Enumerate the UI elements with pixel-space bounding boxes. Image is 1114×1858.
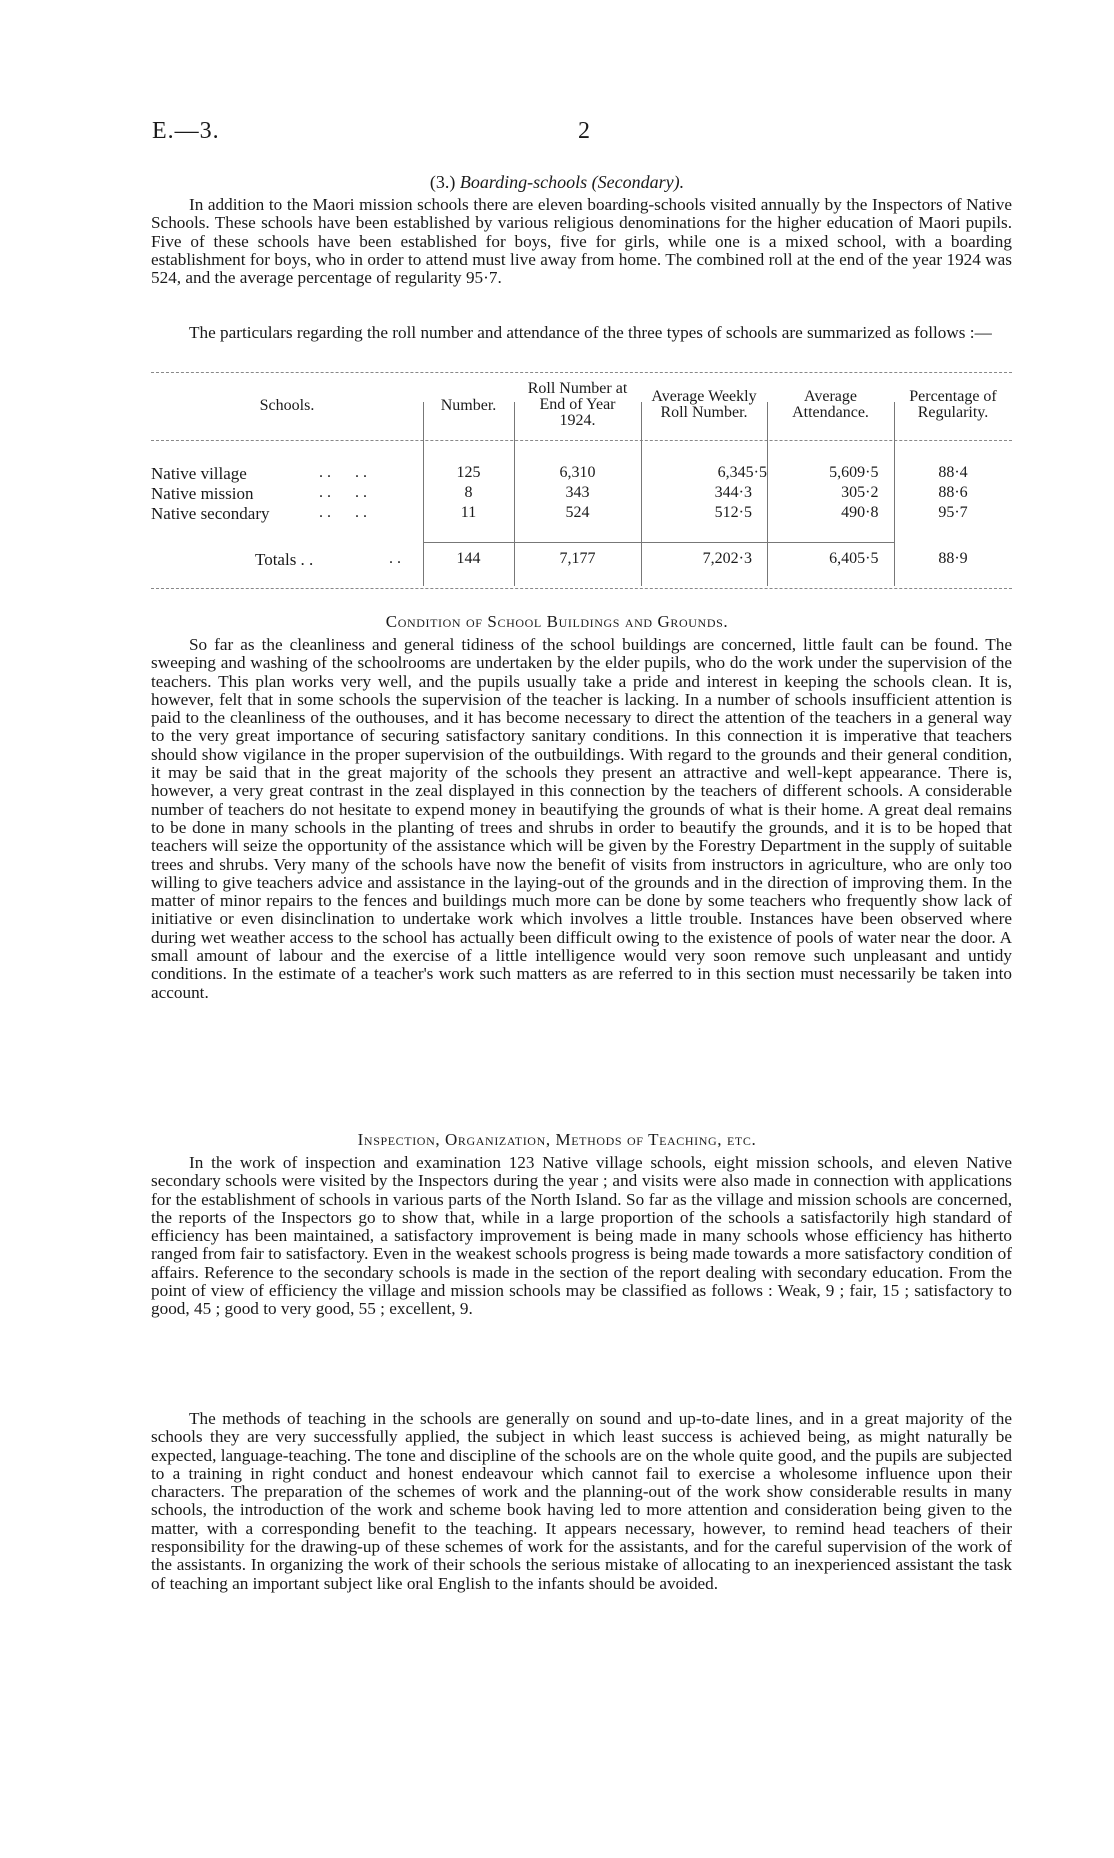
attendance-table [151,372,1012,590]
row-attendance [767,504,894,522]
row-attendance [767,484,894,502]
table-header-rule [151,440,1012,441]
header-attendance-line-2: Attendance. [792,404,869,421]
document-code: E.—3. [152,118,220,144]
header-attendance-line-1: Average [804,388,857,405]
totals-attendance-value: 6,405·5 [829,550,879,567]
totals-weekly-value: 7,202·3 [702,550,752,567]
header-roll-number [514,381,641,429]
page-number: 2 [578,118,590,144]
row-attendance-value: 305·2 [841,484,879,501]
row-number: 125 [456,464,481,481]
row-regularity: 88·4 [938,464,968,481]
inspection-paragraph-1: In the work of inspection and examination 123 Native village schools, eight mission schools, and eleven Native secondary schools were visited by the Inspectors during the year ; and visits were also made in connection with applications for the establishment of schools in various parts of the North Island. So far as the village and mission schools are concerned, the reports of the Inspectors go to show that, while in a large proportion of the schools a satisfactorily high standard of efficiency has been maintained, a satisfactory improvement is being made in many schools whose efficiency has hitherto ranged from fair to satisfactory. Even in the weakest schools progress is being made towards a more satisfactory condition of affairs. Reference to the secondary schools is made in the section of the report dealing with secondary education. From the point of view of efficiency the village and mission schools may be classified as follows : Weak, 9 ; fair, 15 ; satisfactory to good, 45 ; good to very good, 55 ; excellent, 9. [151,1153,1012,1319]
row-attendance-value: 5,609·5 [829,464,879,481]
row-school-label: Native mission [151,484,254,503]
row-weekly [641,504,767,522]
boarding-paragraph-2: The particulars regarding the roll number and attendance of the three types of schools are summarized as follows :— [189,323,992,342]
row-number: 8 [464,484,473,501]
totals-regularity: 88·9 [938,550,968,567]
row-weekly [641,464,767,482]
header-roll-line-2: End of Year [539,396,616,413]
totals-weekly [641,550,767,568]
buildings-heading: Condition of School Buildings and Grounds. [385,612,729,631]
row-roll: 524 [565,504,590,521]
row-roll: 6,310 [559,464,596,481]
inspection-heading: Inspection, Organization, Methods of Teaching, etc. [357,1130,757,1149]
header-roll-line-1: Roll Number at [527,380,628,397]
totals-number: 144 [456,550,481,567]
row-regularity: 88·6 [938,484,968,501]
table-bottom-rule [151,588,1012,589]
header-roll-line-3: 1924. [559,412,596,429]
buildings-paragraph: So far as the cleanliness and general tidiness of the school buildings are concerned, little fault can be found. The sweeping and washing of the schoolrooms are undertaken by the elder pupils, who do the work under the supervision of the teachers. This plan works very well, and the pupils usually take a pride and interest in keeping the schools clean. It is, however, felt that in some schools the supervision of the teacher is lacking. In a number of schools insufficient attention is paid to the cleanliness of the outhouses, and it has become necessary to direct the attention of the teachers in a general way to the very great importance of securing satisfactory sanitary conditions. In this connection it is imperative that teachers should show vigilance in the proper supervision of the outbuildings. With regard to the grounds and their general condition, it may be said that in the great majority of the schools they present an attractive and well-kept appearance. There is, however, a very great contrast in the zeal displayed in this connection by the teachers of different schools. A considerable number of teachers do not hesitate to expend money in beautifying the grounds of what is their home. A great deal remains to be done in many schools in the planting of trees and shrubs in order to beautify the grounds, and it is to be hoped that teachers will seize the opportunity of the assistance which will be given by the Forestry Department in the supply of suitable trees and shrubs. Very many of the schools have now the benefit of visits from instructors in agriculture, who are only too willing to give teachers advice and assistance in the laying-out of the grounds and in the direction of improving them. In the matter of minor repairs to the fences and buildings much more can be done by some teachers who frequently show lack of initiative or even disinclination to undertake work which involves a little trouble. Instances have been observed where during wet weather access to the school has actually been difficult owing to the existence of pools of water near the door. A small amount of labour and the exercise of a little intelligence would very soon remove such unpleasant and untidy conditions. In the estimate of a teacher's work such matters as are referred to in this section must necessarily be taken into account. [151,635,1012,1002]
row-weekly [641,484,767,502]
header-attendance [767,389,894,421]
row-number: 11 [460,504,477,521]
table-top-rule [151,372,1012,373]
row-weekly-value: 512·5 [714,504,752,521]
row-school-label: Native secondary [151,504,270,523]
leader-dots: . . . . [319,484,367,501]
row-attendance [767,464,894,482]
boarding-heading [0,172,1114,193]
totals-label: Totals . . [255,550,314,569]
row-weekly-value: 344·3 [714,484,752,501]
header-weekly-roll [641,389,767,421]
boarding-paragraph-1: In addition to the Maori mission schools there are eleven boarding-schools visited annually by the Inspectors of Native Schools. These schools have been established by various religious denominations for the higher education of Maori pupils. Five of these schools have been established for boys, five for girls, while one is a mixed school, with a boarding establishment for boys, who in order to attend must live away from home. The combined roll at the end of the year 1924 was 524, and the average percentage of regularity 95·7. [151,195,1012,288]
inspection-paragraph-2: The methods of teaching in the schools are generally on sound and up-to-date lines, and in a great majority of the schools they are very successfully applied, the subject in which least success is achieved being, as might naturally be expected, language-teaching. The tone and discipline of the schools are on the whole quite good, and the pupils are subjected to a training in right conduct and honest endeavour which cannot fail to exercise a wholesome influence upon their characters. The preparation of the schemes of work and the planning-out of the work show considerable results in many schools, the introduction of the work and scheme book having led to more attention and consideration being given to the matter, with a corresponding benefit to the teaching. It appears necessary, however, to remind head teachers of their responsibility for the drawing-up of these schemes of work for the assistants, and for the careful supervision of the work of the assistants. In organizing the work of their schools the serious mistake of allocating to an inexperienced assistant the task of teaching an important subject like oral English to the infants should be avoided. [151,1409,1012,1593]
header-regularity [894,389,1012,421]
row-weekly-value: 6,345·5 [717,464,767,481]
boarding-heading-number: (3.) [429,172,456,192]
header-regularity-line-1: Percentage of [909,388,997,405]
header-weekly-line-2: Roll Number. [660,404,748,421]
totals-roll: 7,177 [559,550,596,567]
header-regularity-line-2: Regularity. [917,404,989,421]
row-regularity: 95·7 [938,504,968,521]
header-schools: Schools. [259,397,315,414]
totals-attendance [767,550,894,568]
row-school-label: Native village [151,464,247,483]
leader-dots: . . . . [319,504,367,521]
leader-dots: . . [389,550,401,567]
leader-dots: . . . . [319,464,367,481]
row-attendance-value: 490·8 [841,504,879,521]
boarding-heading-title: Boarding-schools (Secondary). [459,172,685,192]
totals-rule [423,542,894,543]
row-roll: 343 [565,484,590,501]
header-number: Number. [440,397,497,414]
header-weekly-line-1: Average Weekly [651,388,757,405]
